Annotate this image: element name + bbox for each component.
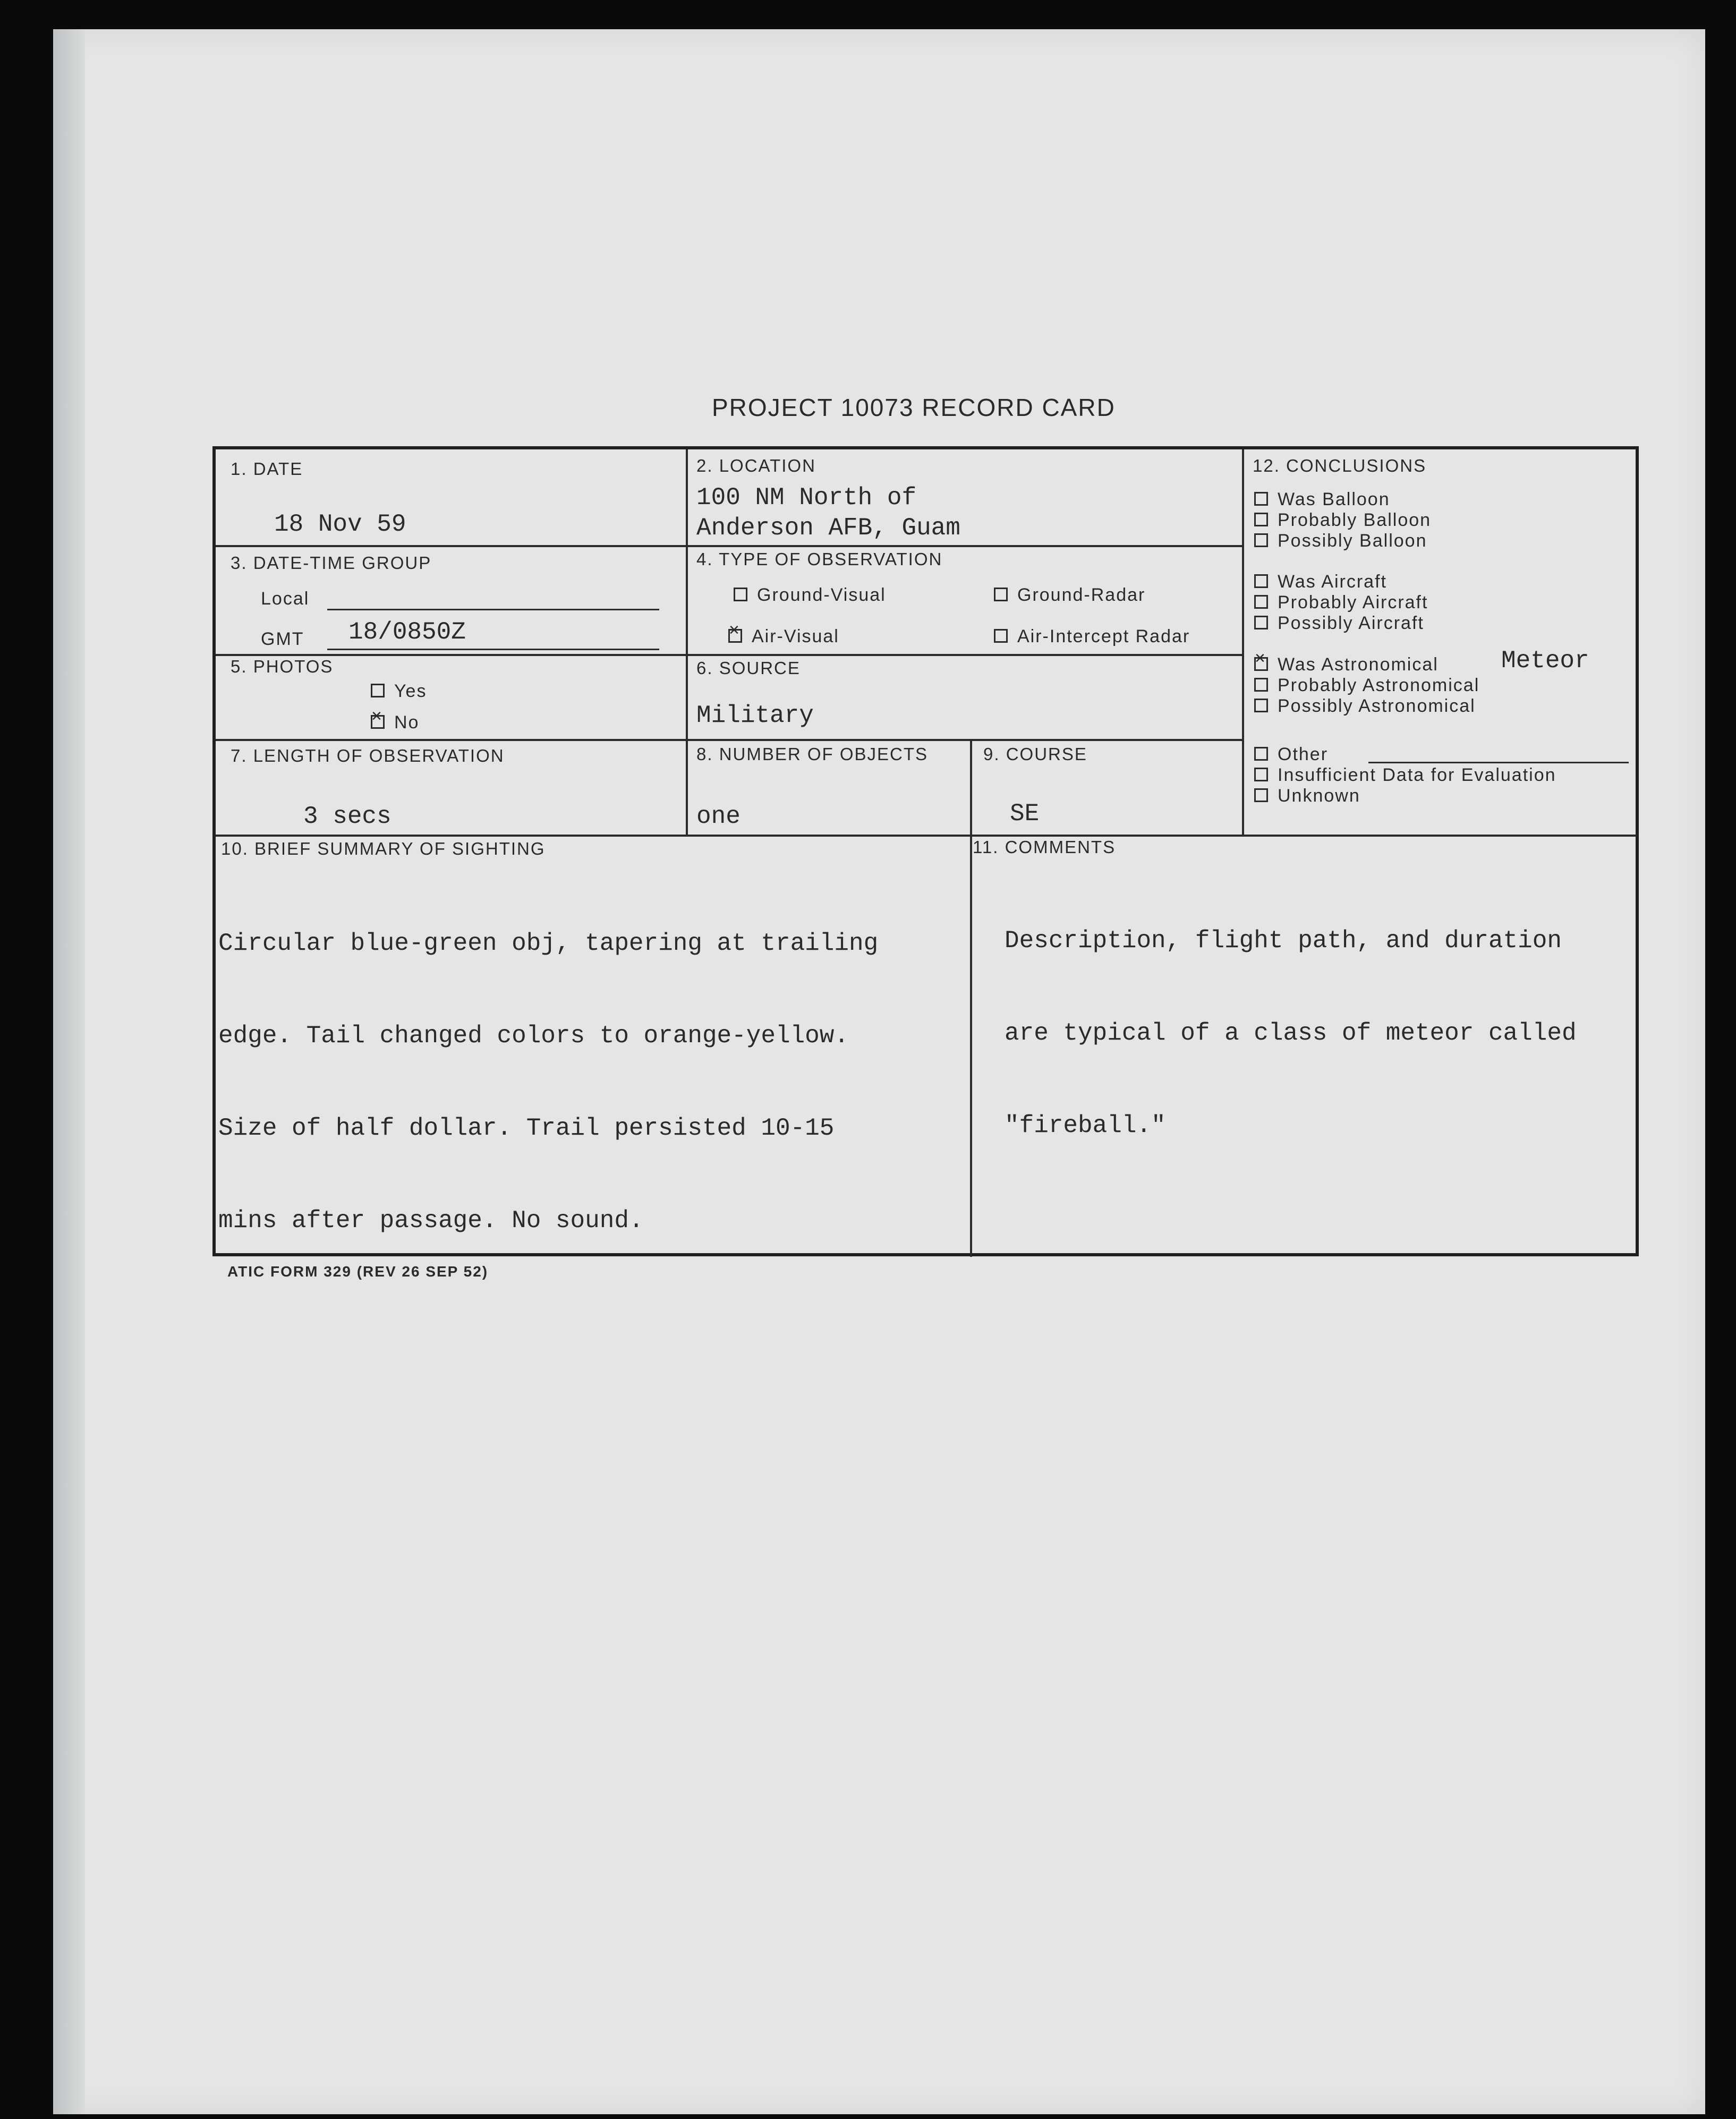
checkbox-icon	[1254, 513, 1268, 526]
checkbox-icon	[994, 588, 1008, 601]
summary-line: mins after passage. No sound.	[218, 1207, 644, 1235]
obs-ground-radar: Ground-Radar	[994, 585, 1145, 606]
divider-row2	[216, 654, 1242, 656]
record-card	[212, 446, 1639, 1256]
conclusion-item: ×Was Astronomical	[1254, 654, 1439, 675]
checkbox-icon	[1254, 678, 1268, 692]
length-value: 3 secs	[303, 803, 392, 830]
checkbox-icon	[734, 588, 747, 601]
conclusion-item: Possibly Aircraft	[1254, 613, 1424, 634]
checkbox-icon	[994, 629, 1008, 643]
conclusion-item: Was Aircraft	[1254, 572, 1387, 592]
length-label: 7. LENGTH OF OBSERVATION	[231, 746, 505, 765]
conclusion-item: Other	[1254, 744, 1328, 765]
comments-line: "fireball."	[1005, 1112, 1166, 1139]
conclusion-item: Probably Aircraft	[1254, 592, 1428, 613]
checkbox-icon	[1254, 768, 1268, 781]
obs-ground-visual: Ground-Visual	[734, 585, 886, 606]
conclusion-item: Unknown	[1254, 786, 1360, 806]
summary-text	[218, 866, 878, 1298]
location-line2: Anderson AFB, Guam	[696, 514, 960, 542]
conclusion-item: Insufficient Data for Evaluation	[1254, 765, 1556, 786]
obs-air-visual: ×Air-Visual	[728, 626, 839, 647]
summary-label: 10. BRIEF SUMMARY OF SIGHTING	[221, 839, 546, 858]
checkbox-icon	[1254, 616, 1268, 629]
checkbox-icon	[1254, 788, 1268, 802]
checkbox-icon	[1254, 533, 1268, 547]
location-label: 2. LOCATION	[696, 456, 816, 475]
dtg-gmt-value: 18/0850Z	[348, 618, 466, 646]
form-number: ATIC FORM 329 (REV 26 SEP 52)	[227, 1263, 489, 1280]
checkbox-icon	[1254, 699, 1268, 712]
checkbox-icon	[1254, 574, 1268, 588]
comments-line: Description, flight path, and duration	[1005, 927, 1562, 955]
photos-label: 5. PHOTOS	[231, 657, 334, 676]
summary-line: edge. Tail changed colors to orange-yellow.	[218, 1022, 849, 1050]
checkbox-icon	[371, 684, 385, 697]
summary-line: Size of half dollar. Trail persisted 10-15	[218, 1114, 835, 1142]
source-value: Military	[696, 702, 814, 729]
checked-box-icon	[728, 629, 742, 643]
divider-row3	[216, 739, 1242, 741]
divider-row1	[216, 545, 1242, 547]
location-line1: 100 NM North of	[696, 484, 917, 512]
dtg-label: 3. DATE-TIME GROUP	[231, 553, 432, 573]
dtg-gmt-underline	[327, 649, 659, 650]
conclusion-item: Probably Astronomical	[1254, 675, 1479, 696]
checked-box-icon	[371, 715, 385, 729]
conclusion-item: Probably Balloon	[1254, 510, 1431, 531]
source-label: 6. SOURCE	[696, 658, 801, 678]
photos-no: ×No	[371, 712, 419, 733]
course-value: SE	[1010, 800, 1040, 828]
summary-line: Circular blue-green obj, tapering at trailing	[218, 930, 879, 957]
divider-course	[970, 739, 972, 835]
objects-label: 8. NUMBER OF OBJECTS	[696, 744, 929, 764]
conclusion-item: Was Balloon	[1254, 489, 1390, 510]
divider-col1	[686, 449, 688, 835]
conclusion-item: Possibly Balloon	[1254, 531, 1427, 551]
dtg-gmt-label: GMT	[261, 629, 304, 649]
divider-col2	[1242, 449, 1244, 835]
obs-air-intercept-radar: Air-Intercept Radar	[994, 626, 1190, 647]
obs-type-label: 4. TYPE OF OBSERVATION	[696, 549, 943, 569]
page-edge-shadow	[53, 29, 85, 2114]
dtg-local-underline	[327, 609, 659, 610]
photos-yes: Yes	[371, 681, 427, 702]
conclusions-label: 12. CONCLUSIONS	[1253, 456, 1427, 475]
divider-row4	[216, 835, 1637, 837]
checked-box-icon	[1254, 657, 1268, 671]
checkbox-icon	[1254, 595, 1268, 609]
comments-label: 11. COMMENTS	[973, 837, 1116, 857]
comments-line: are typical of a class of meteor called	[1005, 1019, 1577, 1047]
date-value: 18 Nov 59	[274, 510, 406, 538]
checkbox-icon	[1254, 492, 1268, 506]
date-label: 1. DATE	[231, 459, 303, 479]
conclusion-item: Possibly Astronomical	[1254, 696, 1476, 717]
conclusion-handwritten-note: Meteor	[1501, 647, 1589, 675]
other-underline	[1368, 762, 1629, 763]
objects-value: one	[696, 803, 741, 830]
dtg-local-label: Local	[261, 589, 310, 609]
checkbox-icon	[1254, 747, 1268, 761]
card-title: PROJECT 10073 RECORD CARD	[712, 394, 1116, 421]
course-label: 9. COURSE	[983, 744, 1087, 764]
comments-text	[1005, 864, 1577, 1203]
